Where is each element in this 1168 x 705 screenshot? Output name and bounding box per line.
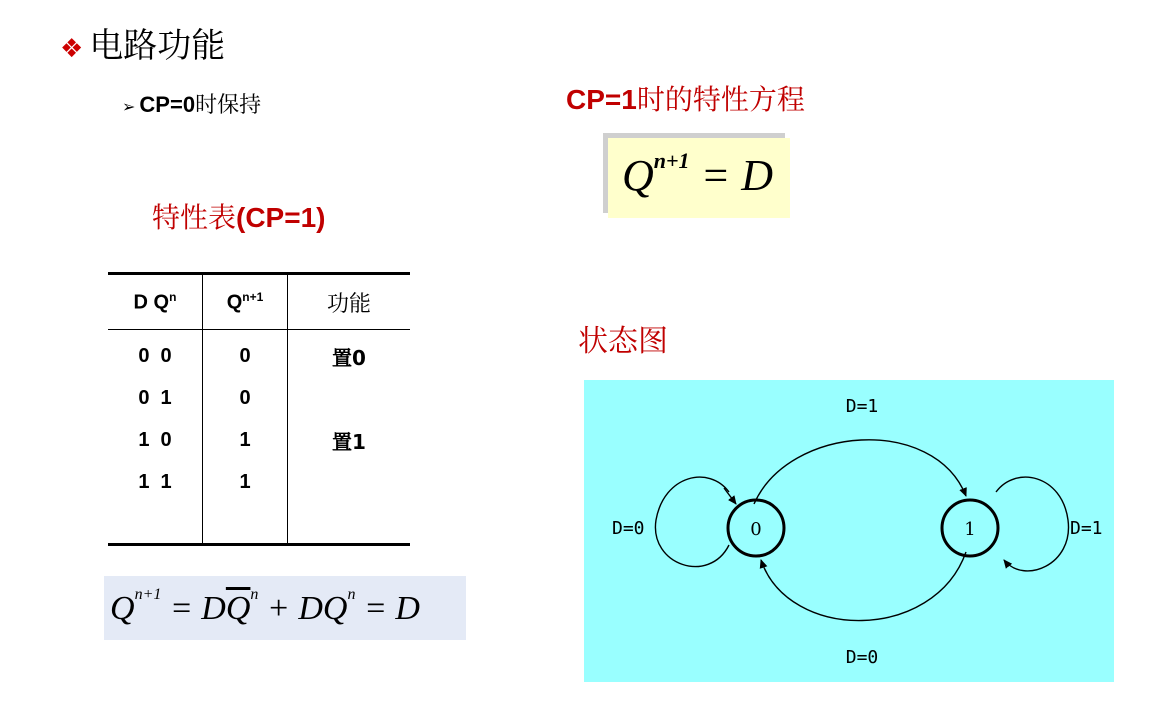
- cell-function: 置0: [332, 345, 366, 370]
- header-dq: D $Q^n$: [108, 274, 203, 330]
- cell-dq: 0 0: [108, 330, 203, 378]
- cell-function: 置1: [332, 429, 366, 454]
- cell-qn1: 0: [203, 330, 288, 378]
- self-loop-1-label: D=1: [1070, 518, 1103, 539]
- cell-dq: 1 0: [108, 419, 203, 461]
- derivation-equation-box: [104, 576, 466, 640]
- hold-text: 时保持: [195, 93, 262, 118]
- derivation-equation: $Q^{n+1} = D\overline{Q}^n + DQ^n = D$: [110, 585, 420, 627]
- state-diagram: [584, 380, 1114, 682]
- cell-function: [288, 377, 411, 419]
- transition-arc-0-to-1: [754, 440, 966, 504]
- slide-title-text: 电路功能: [89, 26, 226, 66]
- equation-heading-condition: CP=1: [566, 84, 637, 115]
- eq-sup: n+1: [653, 148, 690, 174]
- equation-heading: [566, 78, 805, 118]
- self-loop-1: [996, 477, 1068, 571]
- characteristic-equation-box: [608, 138, 790, 218]
- table-row: [108, 461, 410, 503]
- truth-table-title-cond: (CP=1): [236, 202, 326, 233]
- self-loop-0: [655, 477, 729, 566]
- truth-table-header: [108, 274, 410, 330]
- arrow-bullet-icon: ➢: [122, 97, 136, 116]
- eq-q: Q: [622, 151, 654, 200]
- equation-heading-text: 时的特性方程: [636, 83, 805, 116]
- header-qn1: $Q^{n+1}$: [203, 274, 288, 330]
- table-row: [108, 330, 410, 378]
- state-1-label: 1: [964, 519, 976, 540]
- hold-condition: CP=0: [139, 92, 196, 117]
- cell-dq: 0 1: [108, 377, 203, 419]
- eq-rest: = D: [689, 151, 774, 200]
- state-diagram-title: 状态图: [578, 324, 668, 359]
- header-function: 功能: [288, 274, 411, 330]
- cell-qn1: 0: [203, 377, 288, 419]
- cell-dq: 1 1: [108, 461, 203, 503]
- self-loop-0-label: D=0: [612, 518, 645, 539]
- table-row: [108, 419, 410, 461]
- slide-title: [60, 18, 225, 67]
- truth-table-title-text: 特性表: [152, 201, 237, 234]
- cell-qn1: 1: [203, 461, 288, 503]
- diamond-bullet-icon: ❖: [60, 34, 84, 64]
- state-0-label: 0: [750, 519, 762, 540]
- truth-table-title: [152, 196, 325, 236]
- cell-qn1: 1: [203, 419, 288, 461]
- truth-table: [108, 272, 410, 546]
- bottom-arc-label: D=0: [845, 647, 879, 668]
- top-arc-label: D=1: [845, 396, 879, 417]
- transition-arc-1-to-0: [761, 552, 966, 621]
- table-spacer-row: [108, 503, 410, 545]
- hold-bullet: [122, 88, 261, 119]
- cell-function: [288, 461, 411, 503]
- table-row: [108, 377, 410, 419]
- characteristic-equation: [622, 150, 773, 201]
- q-bar: $\overline{Q}$: [225, 590, 251, 627]
